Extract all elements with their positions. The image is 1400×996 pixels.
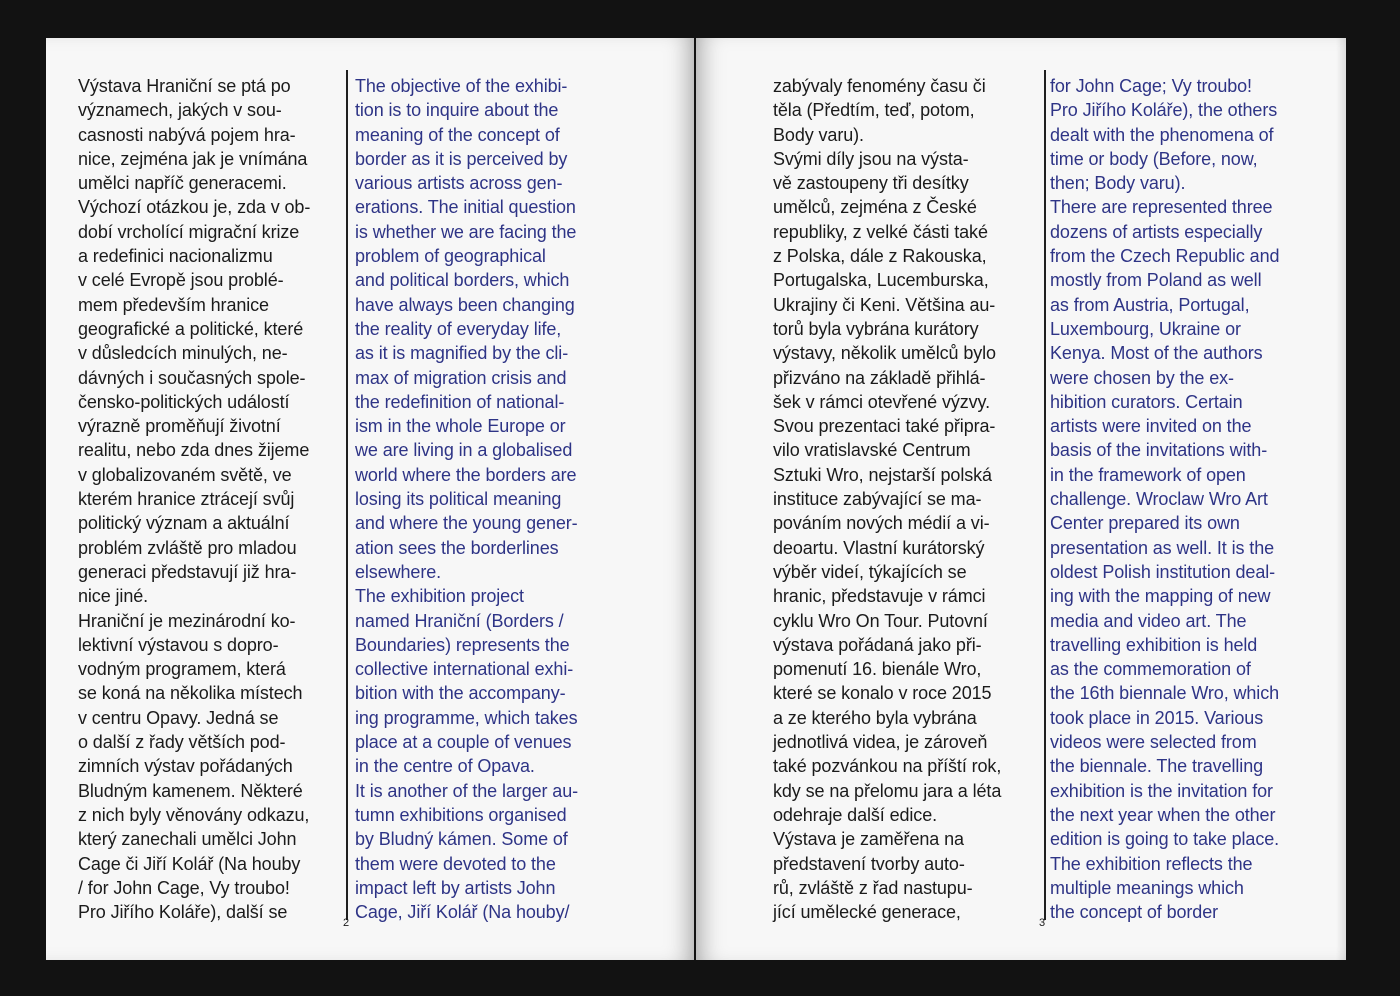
left-column-divider bbox=[346, 70, 348, 920]
left-page bbox=[46, 38, 694, 960]
right-page-number: 3 bbox=[1039, 917, 1046, 929]
right-page bbox=[696, 38, 1346, 960]
left-czech-column: Výstava Hraniční se ptá po významech, jakých v sou- casnosti nabývá pojem hra- nice, zejména jak je vnímána umělci napříč generacemi. Výchozí otázkou je, zda v ob- dobí vrcholící migrační krize a redefinici nacionalizmu v celé Evropě jsou problé- mem především hranice geografické a politické, které v důsledcích minulých, ne- dávných i současných spole- čensko-politických událostí výrazně proměňují životní realitu, nebo zda dnes žijeme v globalizovaném světě, ve kterém hranice ztrácejí svůj politický význam a aktuální problém zvláště pro mladou generaci představují již hra- nice jiné. Hraniční je mezinárodní ko- lektivní výstavou s dopro- vodným programem, která se koná na několika místech v centru Opavy. Jedná se o další z řady větších pod- zimních výstav pořádaných Bludným kamenem. Některé z nich byly věnovány odkazu, který zanechali umělci John Cage či Jiří Kolář (Na houby / for John Cage, Vy troubo! Pro Jiřího Koláře), další se bbox=[78, 76, 311, 923]
left-page-number: 2 bbox=[343, 917, 350, 929]
right-czech-column: zabývaly fenomény času či těla (Předtím, teď, potom, Body varu). Svými díly jsou na výsta- vě zastoupeny tři desítky umělců, zejména z České republiky, z velké části také z Polska, dále z Rakouska, Portugalska, Lucemburska, Ukrajiny či Keni. Většina au- torů byla vybrána kurátory výstavy, několik umělců bylo přizváno na základě přihlá- šek v rámci otevřené výzvy. Svou prezentaci také připra- vilo vratislavské Centrum Sztuki Wro, nejstarší polská instituce zabývající se ma- pováním nových médií a vi- deoartu. Vlastní kurátorský výběr videí, týkajících se hranic, představuje v rámci cyklu Wro On Tour. Putovní výstava pořádaná jako při- pomenutí 16. bienále Wro, které se konalo v roce 2015 a ze kterého byla vybrána jednotlivá videa, je zároveň také pozvánkou na příští rok, kdy se na přelomu jara a léta odehraje další edice. Výstava je zaměřena na představení tvorby auto- rů, zvláště z řad nastupu- jící umělecké generace, bbox=[773, 76, 1002, 923]
right-column-divider bbox=[1044, 70, 1046, 920]
right-english-column: for John Cage; Vy troubo! Pro Jiřího Koláře), the others dealt with the phenomena of time or body (Before, now, then; Body varu). There are represented three dozens of artists especially from the Czech Republic and mostly from Poland as well as from Austria, Portugal, Luxembourg, Ukraine or Kenya. Most of the authors were chosen by the ex- hibition curators. Certain artists were invited on the basis of the invitations with- in the framework of open challenge. Wroclaw Wro Art Center prepared its own presentation as well. It is the oldest Polish institution deal- ing with the mapping of new media and video art. The travelling exhibition is held as the commemoration of the 16th biennale Wro, which took place in 2015. Various videos were selected from the biennale. The travelling exhibition is the invitation for the next year when the other edition is going to take place. The exhibition reflects the multiple meanings which the concept of border bbox=[1050, 76, 1280, 923]
left-english-column: The objective of the exhibi- tion is to inquire about the meaning of the concept of border as it is perceived by various artists across gen- erations. The initial question is whether we are facing the problem of geographical and political borders, which have always been changing the reality of everyday life, as it is magnified by the cli- max of migration crisis and the redefinition of national- ism in the whole Europe or we are living in a globalised world where the borders are losing its political meaning and where the young gener- ation sees the borderlines elsewhere. The exhibition project named Hraniční (Borders / Boundaries) represents the collective international exhi- bition with the accompany- ing programme, which takes place at a couple of venues in the centre of Opava. It is another of the larger au- tumn exhibitions organised by Bludný kámen. Some of them were devoted to the impact left by artists John Cage, Jiří Kolář (Na houby/ bbox=[355, 76, 579, 923]
